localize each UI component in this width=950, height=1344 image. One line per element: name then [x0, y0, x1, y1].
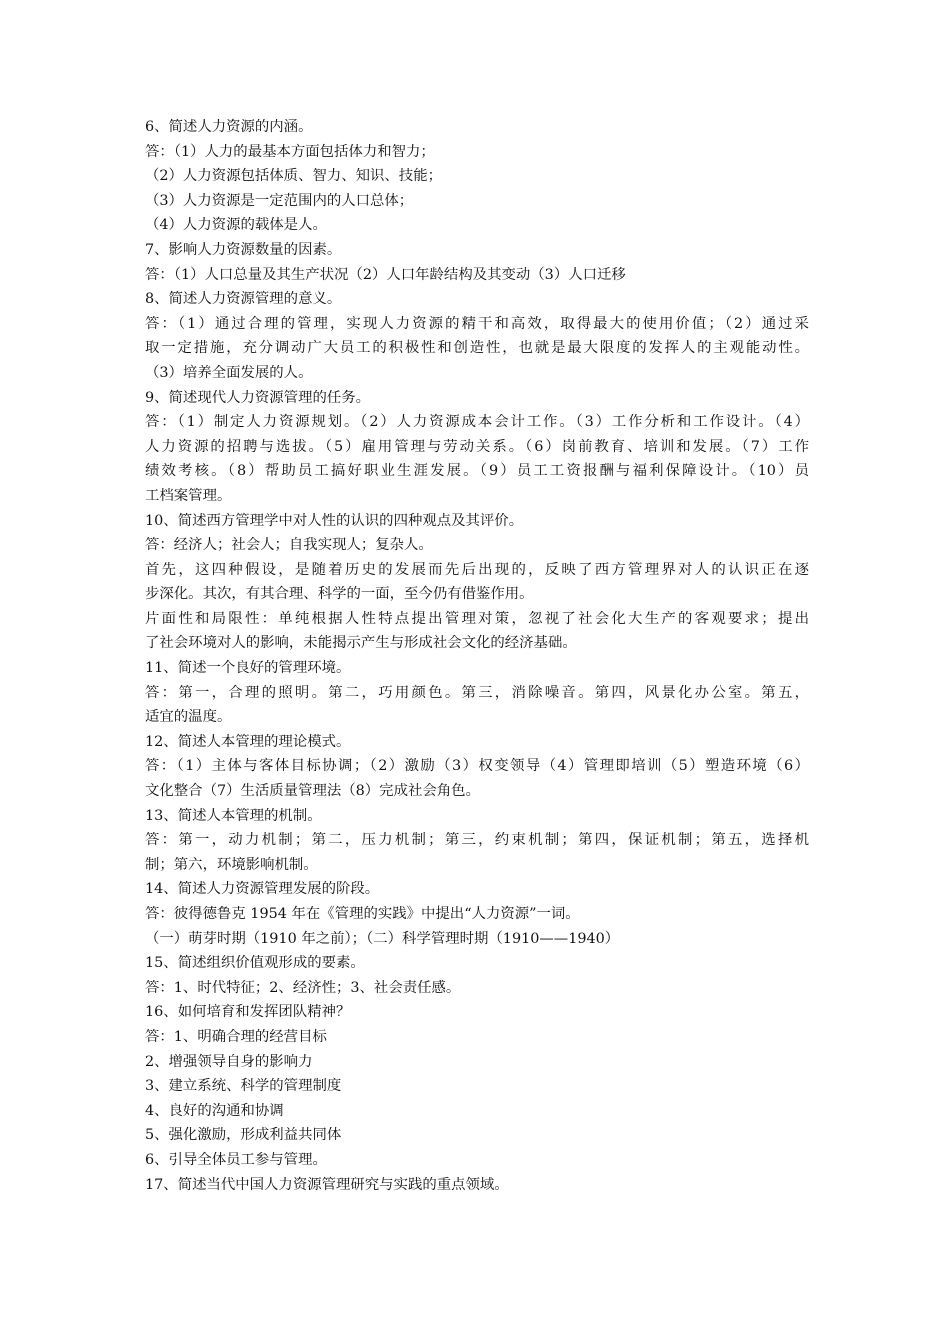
- text-line: 取一定措施，充分调动广大员工的积极性和创造性，也就是最大限度的发挥人的主观能动性。: [145, 340, 809, 357]
- text-line: 答：（1）制定人力资源规划。（2）人力资源成本会计工作。（3）工作分析和工作设计。（4）: [145, 414, 809, 431]
- text-line: 8、简述人力资源管理的意义。: [145, 291, 342, 308]
- text-line: 步深化。其次，有其合理、科学的一面，至今仍有借鉴作用。: [145, 586, 534, 603]
- text-line: 制；第六，环境影响机制。: [145, 856, 318, 873]
- text-line: 4、良好的沟通和协调: [145, 1102, 284, 1119]
- text-line: 10、简述西方管理学中对人性的认识的四种观点及其评价。: [145, 512, 524, 529]
- text-line: 15、简述组织价值观形成的要素。: [145, 955, 365, 972]
- text-line: 11、简述一个良好的管理环境。: [145, 660, 351, 677]
- text-line: 文化整合（7）生活质量管理法（8）完成社会角色。: [145, 783, 480, 800]
- text-line: 首先，这四种假设，是随着历史的发展而先后出现的，反映了西方管理界对人的认识正在逐: [145, 561, 809, 578]
- text-line: 工档案管理。: [145, 487, 232, 504]
- text-line: 13、简述人本管理的机制。: [145, 807, 322, 824]
- text-line: （3）人力资源是一定范围内的人口总体；: [145, 192, 414, 209]
- text-line: 绩效考核。（8）帮助员工搞好职业生涯发展。（9）员工工资报酬与福利保障设计。（10）员: [145, 463, 809, 480]
- text-line: （4）人力资源的载体是人。: [145, 217, 327, 234]
- text-line: 16、如何培育和发挥团队精神？: [145, 1004, 351, 1021]
- text-line: 9、简述现代人力资源管理的任务。: [145, 389, 371, 406]
- text-line: 6、引导全体员工参与管理。: [145, 1151, 327, 1168]
- text-line: 答：（1）人口总量及其生产状况（2）人口年龄结构及其变动（3）人口迁移: [145, 266, 626, 283]
- text-line: 答：第一，合理的照明。第二，巧用颜色。第三，消除噪音。第四，风景化办公室。第五，: [145, 684, 809, 701]
- text-line: 答：第一，动力机制；第二，压力机制；第三，约束机制；第四，保证机制；第五，选择机: [145, 832, 809, 849]
- text-line: 答：彼得德鲁克 1954 年在《管理的实践》中提出“人力资源”一词。: [145, 906, 580, 922]
- text-line: 14、简述人力资源管理发展的阶段。: [145, 881, 380, 898]
- text-line: 答：1、时代特征；2、经济性；3、社会责任感。: [145, 979, 461, 996]
- text-line: 答：经济人；社会人；自我实现人；复杂人。: [145, 537, 433, 554]
- text-line: 3、建立系统、科学的管理制度: [145, 1078, 342, 1095]
- text-line: 17、简述当代中国人力资源管理研究与实践的重点领域。: [145, 1176, 509, 1193]
- text-line: 5、强化激励，形成利益共同体: [145, 1127, 342, 1144]
- text-line: 片面性和局限性：单纯根据人性特点提出管理对策，忽视了社会化大生产的客观要求；提出: [145, 610, 809, 627]
- text-line: 12、简述人本管理的理论模式。: [145, 733, 351, 750]
- text-line: 6、简述人力资源的内涵。: [145, 119, 313, 135]
- text-line: 答：（1）通过合理的管理，实现人力资源的精干和高效，取得最大的使用价值；（2）通过采: [145, 315, 809, 332]
- document-body: [145, 115, 809, 1197]
- text-line: 适宜的温度。: [145, 709, 232, 726]
- text-line: 2、增强领导自身的影响力: [145, 1053, 313, 1070]
- text-line: 答：（1）主体与客体目标协调；（2）激励（3）权变领导（4）管理即培训（5）塑造环境（6）: [145, 758, 809, 775]
- text-line: 答：（1）人力的最基本方面包括体力和智力；: [145, 143, 435, 160]
- text-line: 人力资源的招聘与选拔。（5）雇用管理与劳动关系。（6）岗前教育、培训和发展。（7）工作: [145, 438, 809, 455]
- text-line: 了社会环境对人的影响，未能揭示产生与形成社会文化的经济基础。: [145, 635, 577, 652]
- text-line: （一）萌芽时期（1910 年之前）；（二）科学管理时期（1910——1940）: [145, 930, 620, 947]
- text-line: 答：1、明确合理的经营目标: [145, 1028, 327, 1045]
- text-line: （3）培养全面发展的人。: [145, 364, 313, 381]
- text-line: （2）人力资源包括体质、智力、知识、技能；: [145, 168, 442, 185]
- text-line: 7、影响人力资源数量的因素。: [145, 241, 342, 258]
